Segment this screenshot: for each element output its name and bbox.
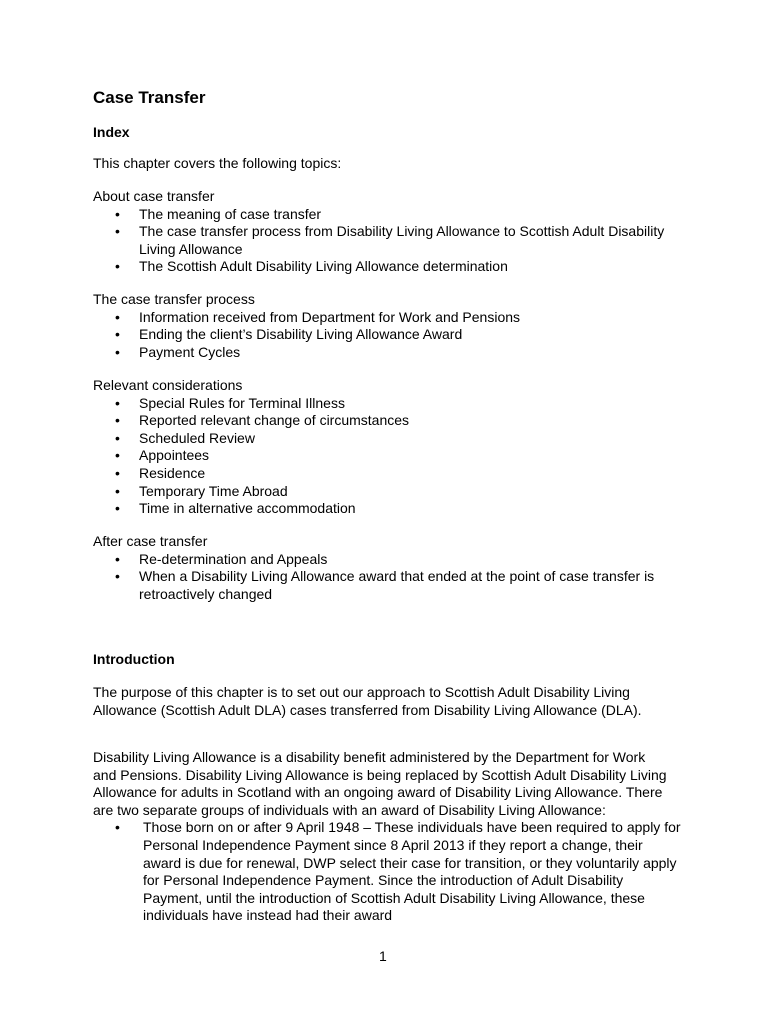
bullet-icon: • <box>115 326 120 343</box>
list-item: • When a Disability Living Allowance award that ended at the point of case transfer is retroactively changed <box>115 568 655 602</box>
list-item: • The meaning of case transfer <box>115 205 322 222</box>
bullet-icon: • <box>115 258 120 275</box>
group-heading: Relevant considerations <box>93 377 243 393</box>
bullet-icon: • <box>115 447 120 464</box>
topic-group-considerations <box>93 377 693 518</box>
topic-list <box>93 309 693 362</box>
list-item: • The case transfer process from Disability Living Allowance to Scottish Adult Disability Living Allowance <box>115 223 665 257</box>
topic-list <box>93 551 693 604</box>
introduction-heading: Introduction <box>93 651 175 667</box>
topic-group-after <box>93 533 693 603</box>
bullet-icon: • <box>115 429 120 446</box>
list-item: • The Scottish Adult Disability Living Allowance determination <box>115 258 508 275</box>
list-item: • Reported relevant change of circumstances <box>115 412 410 429</box>
bullet-icon: • <box>115 819 120 836</box>
bullet-icon: • <box>115 500 120 517</box>
list-item: • Special Rules for Terminal Illness <box>115 394 345 411</box>
introduction-paragraph: Disability Living Allowance is a disability benefit administered by the Department for Work and Pensions. Disability Living Allowance is being replaced by Scottish Adult Disability Living Allowance for adults in Scotland with an ongoing award of Disability Living Allowance. There are two separate groups of individuals with an award of Disability Living Allowance: <box>93 749 667 818</box>
list-item: • Scheduled Review <box>115 429 255 446</box>
page-number: 1 <box>379 948 387 964</box>
list-item: • Residence <box>115 464 206 481</box>
page-title: Case Transfer <box>93 88 206 107</box>
group-heading: The case transfer process <box>93 291 255 307</box>
list-item: • Time in alternative accommodation <box>115 500 356 517</box>
introduction-body <box>93 749 683 925</box>
bullet-icon: • <box>115 308 120 325</box>
list-item: • Appointees <box>115 447 210 464</box>
bullet-icon: • <box>115 568 120 585</box>
bullet-icon: • <box>115 223 120 240</box>
topic-group-about <box>93 188 693 276</box>
list-item: • Those born on or after 9 April 1948 – These individuals have been required to apply for Personal Independence Payment since 8 April 2013 if they report a change, their award is due for renewal, DWP select their case for transition, or they voluntarily apply for Personal Independence Payment. Since the introduction of Adult Disability Payment, until the introduction of Scottish Adult Disability Living Allowance, these individuals have instead had their award <box>115 819 681 924</box>
bullet-icon: • <box>115 394 120 411</box>
topic-list <box>93 395 693 518</box>
list-item: • Temporary Time Abroad <box>115 482 288 499</box>
bullet-icon: • <box>115 205 120 222</box>
topic-list <box>93 206 693 276</box>
introduction-paragraph: The purpose of this chapter is to set out our approach to Scottish Adult Disability Living Allowance (Scottish Adult DLA) cases transferred from Disability Living Allowance (DLA). <box>93 684 642 718</box>
bullet-icon: • <box>115 482 120 499</box>
topic-group-process <box>93 291 693 361</box>
list-item: • Payment Cycles <box>115 343 241 360</box>
list-item: • Re-determination and Appeals <box>115 550 328 567</box>
group-heading: After case transfer <box>93 533 208 549</box>
index-intro: This chapter covers the following topics: <box>93 155 342 171</box>
list-item: • Information received from Department for Work and Pensions <box>115 308 521 325</box>
group-heading: About case transfer <box>93 188 215 204</box>
bullet-icon: • <box>115 464 120 481</box>
index-heading: Index <box>93 124 130 140</box>
bullet-icon: • <box>115 550 120 567</box>
list-item: • Ending the client’s Disability Living Allowance Award <box>115 326 463 343</box>
bullet-icon: • <box>115 343 120 360</box>
bullet-icon: • <box>115 412 120 429</box>
group-list <box>93 819 683 925</box>
